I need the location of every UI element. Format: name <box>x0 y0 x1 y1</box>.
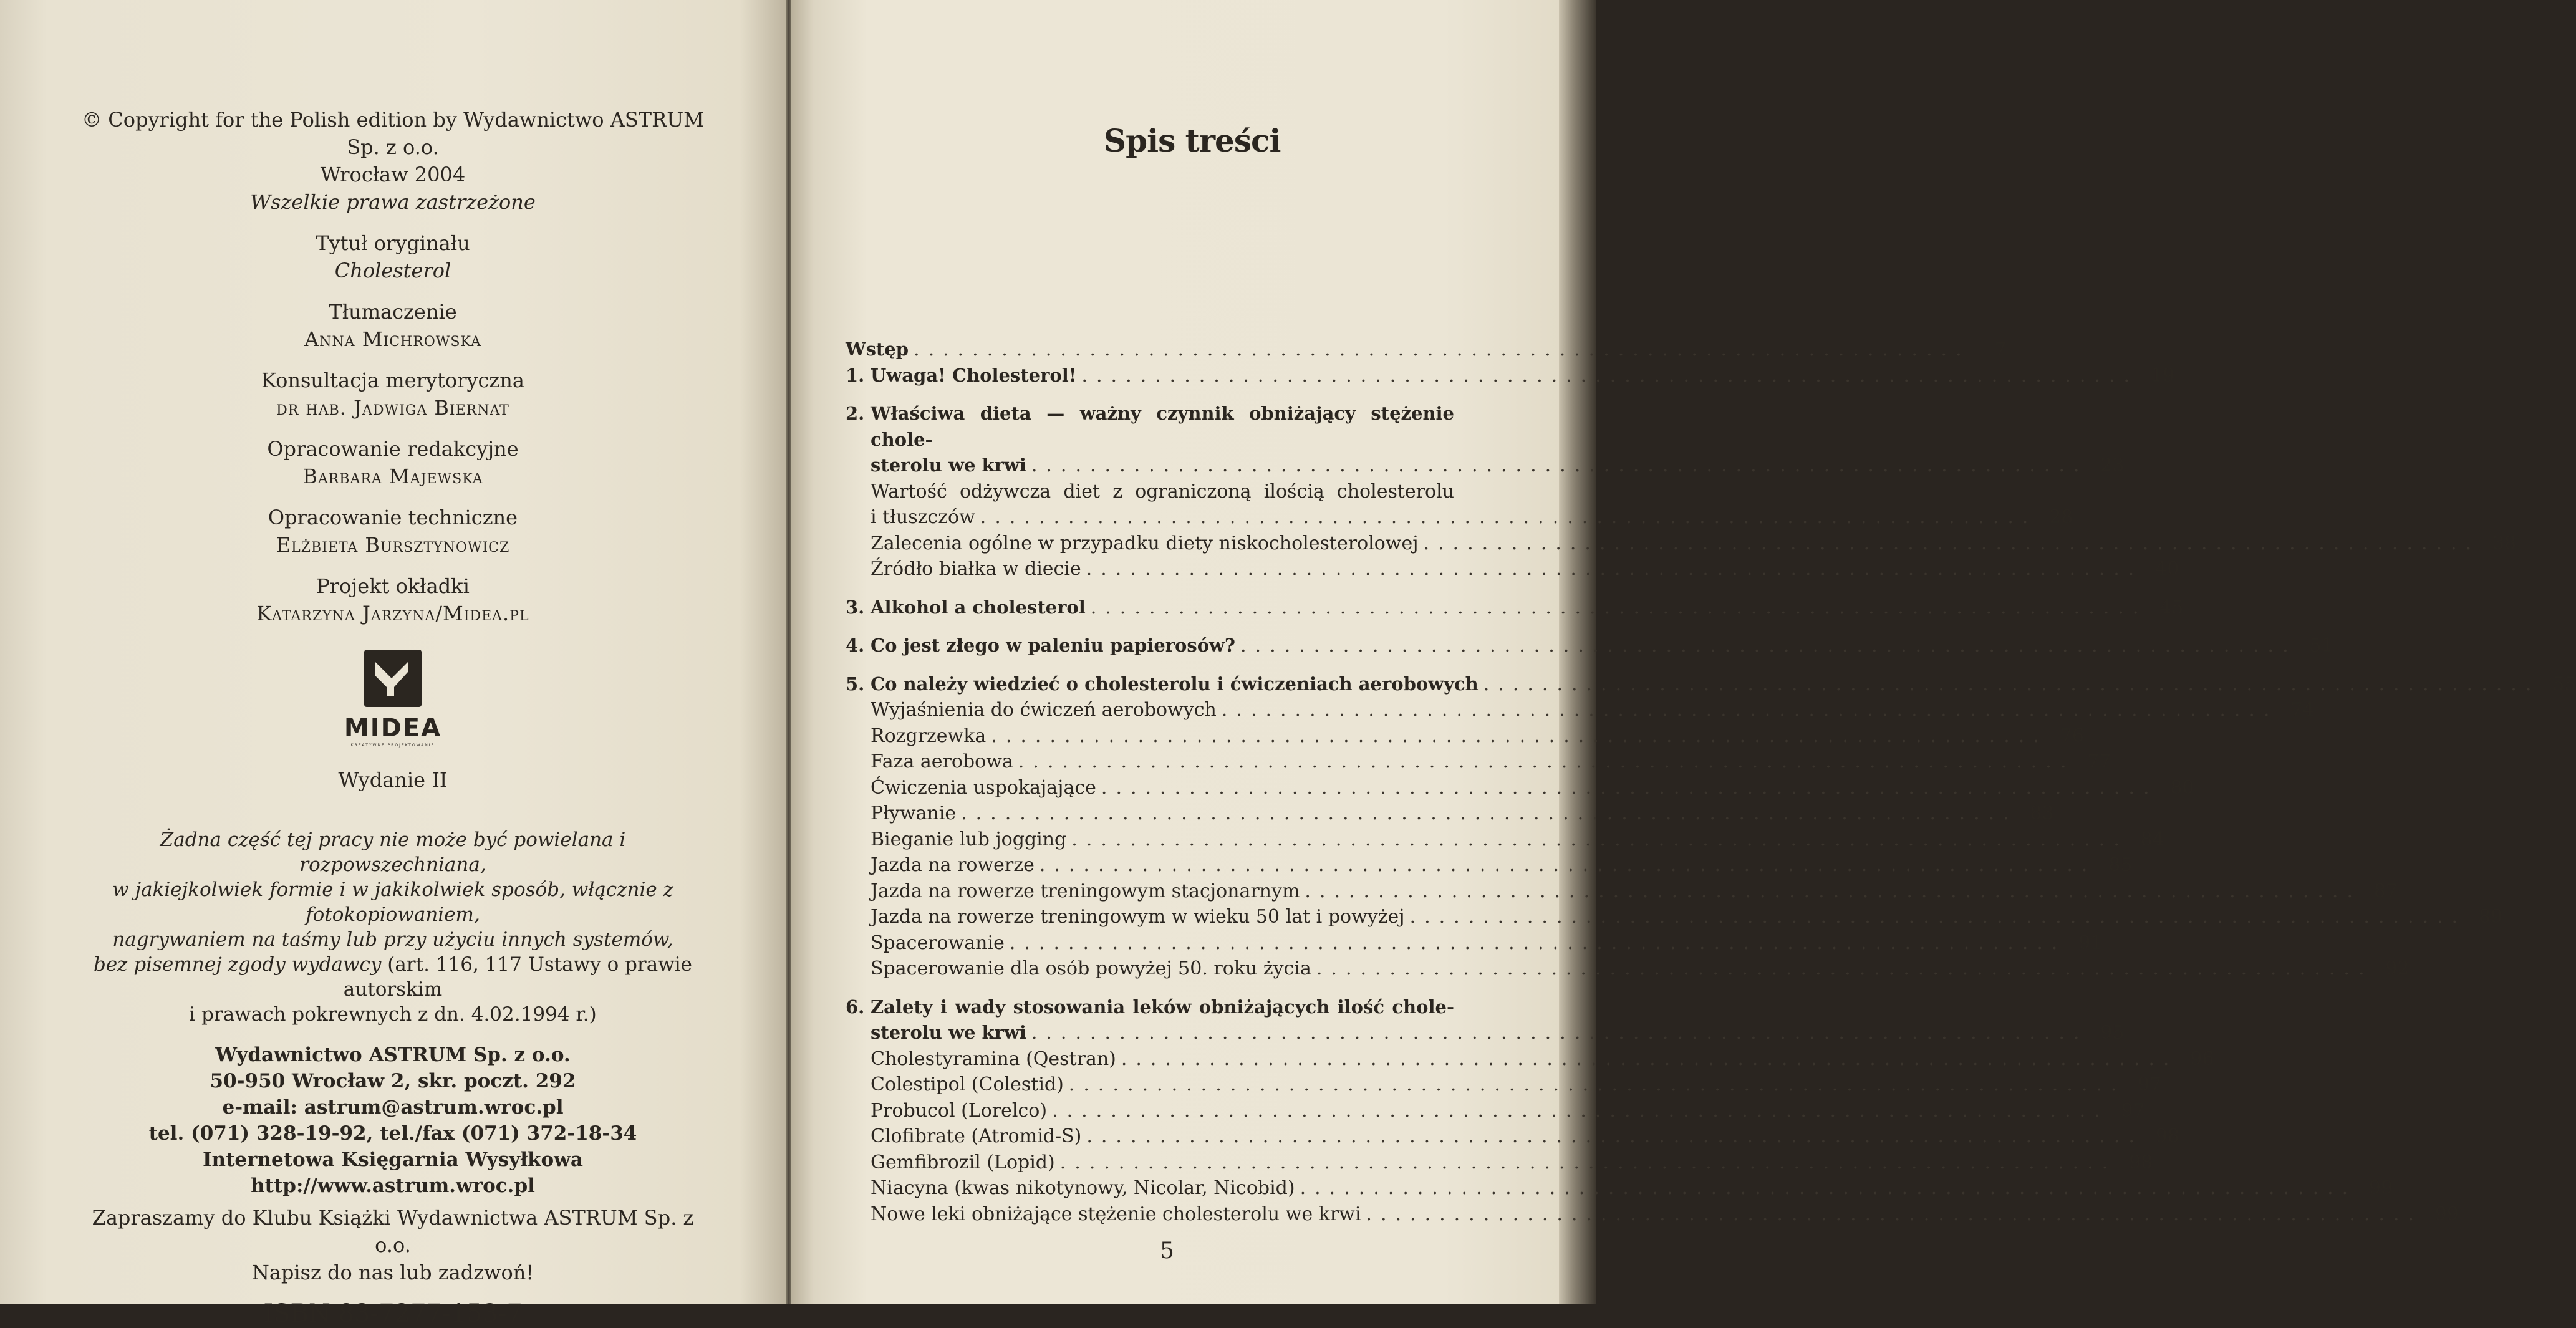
toc-entry-title: Gemfibrozil (Lopid) <box>871 1151 1055 1173</box>
toc-entry <box>846 633 2333 659</box>
leader-dots: ........................................................................ <box>961 802 2018 824</box>
invite-line: Zapraszamy do Klubu Książki Wydawnictwa ASTRUM Sp. z o.o. <box>92 1206 694 1257</box>
toc-entry-title: Cholestyramina (Qestran) <box>871 1047 1116 1070</box>
toc-page-number: 89 <box>2479 906 2503 928</box>
toc-page-number: 38 <box>2492 532 2517 554</box>
original-title: Cholesterol <box>334 259 451 282</box>
copyright-line: © Copyright for the Polish edition by Wydawnictwo ASTRUM Sp. z o.o. <box>82 108 704 159</box>
cover-designer-name: Katarzyna Jarzyna/Midea.pl <box>256 602 529 625</box>
toc-entry-continued <box>846 453 2125 479</box>
chapter-number: 3. <box>846 596 865 618</box>
isbn: ISBN 83-7277-153-7 <box>263 1299 523 1328</box>
page-title: Spis treści <box>1104 122 1281 159</box>
notice-line: w jakiejkolwiek formie i w jakikolwiek sposób, włącznie z fotokopiowaniem, <box>112 878 673 926</box>
toc-subentry <box>846 827 2164 853</box>
publisher-line: 50-950 Wrocław 2, skr. poczt. 292 <box>210 1070 576 1092</box>
toc-page-number: 80 <box>2170 776 2194 799</box>
toc-page-number: 92 <box>2385 958 2410 979</box>
leader-dots: ........................................................................ <box>1483 673 2540 695</box>
toc-page-number: 99 <box>2434 1203 2459 1225</box>
translator-name: Anna Michrowska <box>304 327 481 351</box>
toc-page-number: 23 <box>2100 455 2125 476</box>
toc-subentry <box>846 904 2503 930</box>
publisher-line: Wydawnictwo ASTRUM Sp. z o.o. <box>215 1044 571 1066</box>
toc-entry <box>846 401 1485 453</box>
imprint-block <box>81 106 705 1327</box>
toc-subentry <box>846 1098 2145 1124</box>
toc-page-number: 97 <box>2138 1074 2162 1095</box>
credit-role: Konsultacja merytoryczna <box>261 368 524 392</box>
leader-dots: ........................................................................ <box>1031 1022 2088 1044</box>
toc-entry-title: Bieganie lub jogging <box>871 828 1067 850</box>
toc-page-number: 97 <box>2121 1099 2145 1122</box>
credit-role: Opracowanie redakcyjne <box>267 437 519 461</box>
toc-entry-title: Ćwiczenia uspokajające <box>871 776 1096 799</box>
toc-subentry <box>846 723 2084 749</box>
toc-entry <box>846 595 2184 621</box>
toc-page-number: 96 <box>2190 1047 2214 1070</box>
toc-subentry <box>846 878 2398 905</box>
leader-dots: ........................................................................ <box>1121 1047 2178 1070</box>
toc-entry <box>846 337 2007 363</box>
leader-dots: ........................................................................ <box>1300 1177 2357 1199</box>
chapter-number: 2. <box>846 403 865 424</box>
toc-page-number: 76 <box>2060 724 2084 747</box>
toc-subentry <box>846 1150 2153 1176</box>
toc-subentry <box>846 1072 2162 1098</box>
toc-entry-title: Spacerowanie dla osób powyżej 50. roku życia <box>871 958 1311 979</box>
edition: Wydanie II <box>338 768 448 792</box>
toc-entry-title: Colestipol (Colestid) <box>871 1074 1064 1095</box>
notice-line: Żadna część tej pracy nie może być powielana i rozpowszechniana, <box>160 829 626 876</box>
leader-dots: ........................................................................ <box>1018 751 2075 772</box>
toc-entry <box>846 994 1485 1021</box>
chapter-number: 5. <box>846 673 865 695</box>
publisher-line: tel. (071) 328-19-92, tel./fax (071) 372-18-34 <box>148 1122 637 1145</box>
notice-line: i prawach pokrewnych z dn. 4.02.1994 r.) <box>189 1003 597 1026</box>
toc-page-number: 98 <box>2155 1125 2179 1147</box>
leader-dots: ........................................................................ <box>1039 854 2096 876</box>
leader-dots: ........................................................................ <box>1086 558 2143 580</box>
editor-name: Barbara Majewska <box>302 464 483 488</box>
leader-dots: ........................................................................ <box>1031 455 2088 476</box>
leader-dots: ........................................................................ <box>1409 906 2467 928</box>
credit-role: Opracowanie techniczne <box>268 506 518 529</box>
toc-subentry <box>846 1046 2214 1072</box>
toc-subentry <box>846 479 1485 505</box>
toc-subentry <box>846 852 2133 878</box>
notice-line-rest: (art. 116, 117 Ustawy o prawie autorskim <box>343 953 693 1001</box>
toc-entry <box>846 363 2175 389</box>
toc-entry-title: Co jest złego w paleniu papierosów? <box>871 635 1236 656</box>
toc-page-number: 99 <box>2369 1177 2393 1199</box>
leader-dots: ........................................................................ <box>1305 880 2361 902</box>
technical-editor-name: Elżbieta Bursztynowicz <box>276 533 510 557</box>
toc-subentry <box>846 1124 2179 1150</box>
leader-dots: ........................................................................ <box>1009 931 2067 954</box>
toc-entry-title: Źródło białka w diecie <box>871 558 1081 580</box>
city-year: Wrocław 2004 <box>320 163 466 186</box>
toc-entry-title: Wartość odżywcza diet z ograniczoną ilością cholesterolu <box>871 480 1454 503</box>
toc-entry-title: Co należy wiedzieć o cholesterolu i ćwiczeniach aerobowych <box>871 673 1479 695</box>
chapter-number: 4. <box>846 635 865 656</box>
toc-page-number: 84 <box>2140 828 2164 850</box>
rights-reserved: Wszelkie prawa zastrzeżone <box>250 190 536 214</box>
toc-page-number: 40 <box>2155 558 2179 580</box>
leader-dots: ........................................................................ <box>1059 1151 2117 1173</box>
leader-dots: ........................................................................ <box>1366 1203 2423 1225</box>
toc-entry-title: Nowe leki obniżające stężenie cholesterolu we krwi <box>871 1203 1361 1225</box>
publisher-info <box>81 1042 705 1199</box>
toc-page-number: 98 <box>2129 1151 2153 1173</box>
midea-logo-icon <box>364 650 422 707</box>
publisher-line: Internetowa Księgarnia Wysyłkowa http://www.astrum.wroc.pl <box>203 1148 583 1197</box>
logo-name: MIDEA <box>344 714 442 743</box>
leader-dots: ........................................................................ <box>1090 596 2148 618</box>
toc-entry-title: i tłuszczów <box>871 506 975 528</box>
toc-subentry <box>846 1175 2393 1201</box>
toc-entry-title: Pływanie <box>871 802 957 824</box>
notice-line <box>81 952 705 1002</box>
leader-dots: ........................................................................ <box>1221 699 2279 721</box>
toc-entry-title: sterolu we krwi <box>871 455 1026 476</box>
toc-page-number: 28 <box>2049 506 2073 528</box>
toc-page-number: 91 <box>2078 931 2103 954</box>
toc-subentry <box>846 531 2517 557</box>
toc-entry-title: Zalecenia ogólne w przypadku diety niskocholesterolowej <box>871 532 1419 554</box>
toc-page-number: 74 <box>2290 699 2315 721</box>
logo-tagline: KREATYWNE PROJEKTOWANIE <box>350 743 435 748</box>
toc-page-number: 51 <box>2309 635 2333 657</box>
toc-subentry-continued <box>846 504 2073 531</box>
toc-entry-title: Jazda na rowerze treningowym w wieku 50 lat i powyżej <box>871 906 1405 928</box>
toc-page-number: 95 <box>2100 1022 2125 1044</box>
toc-entry-continued <box>846 1020 2125 1046</box>
copyright-notice <box>81 827 705 1027</box>
toc-entry-title: Spacerowanie <box>871 931 1005 954</box>
leader-dots: ........................................................................ <box>1316 958 2373 979</box>
toc-entry-title: Rozgrzewka <box>871 724 987 747</box>
toc-subentry <box>846 801 2054 827</box>
toc-page-number: 83 <box>2030 802 2054 824</box>
leader-dots: ........................................................................ <box>1423 532 2481 554</box>
notice-line-italic: bez pisemnej zgody wydawcy <box>93 953 382 976</box>
toc-entry-title: Faza aerobowa <box>871 751 1013 772</box>
toc-entry-title: sterolu we krwi <box>871 1022 1026 1043</box>
leader-dots: ........................................................................ <box>1071 828 2128 850</box>
toc-page-number: 77 <box>2087 751 2111 772</box>
toc-entry-title: Probucol (Lorelco) <box>871 1099 1048 1122</box>
leader-dots: ........................................................................ <box>914 339 1971 360</box>
notice-line: nagrywaniem na taśmy lub przy użyciu innych systemów, <box>112 928 673 951</box>
toc-page-number: 19 <box>2150 364 2175 387</box>
leader-dots: ........................................................................ <box>991 724 2048 747</box>
page-number: 5 <box>1160 1238 1174 1264</box>
publisher-line: e-mail: astrum@astrum.wroc.pl <box>222 1096 564 1119</box>
toc-entry-title: Wstęp <box>846 339 909 360</box>
consultant-name: dr hab. Jadwiga Biernat <box>276 396 509 420</box>
toc-entry-title: Niacyna (kwas nikotynowy, Nicolar, Nicobid) <box>871 1177 1295 1199</box>
toc-entry-title: Zalety i wady stosowania leków obniżających ilość chole- <box>871 996 1454 1018</box>
toc-subentry <box>846 930 2103 956</box>
chapter-number: 6. <box>846 996 865 1018</box>
toc-subentry <box>846 556 2179 582</box>
credit-role: Projekt okładki <box>316 574 470 598</box>
toc-page-number: 85 <box>2108 854 2133 876</box>
toc-entry <box>846 671 2576 698</box>
toc-page-number: 87 <box>2373 880 2398 902</box>
toc-subentry <box>846 956 2410 982</box>
credit-role: Tłumaczenie <box>329 300 457 324</box>
toc-subentry <box>846 775 2194 801</box>
leader-dots: ........................................................................ <box>1052 1099 2109 1122</box>
toc-subentry <box>846 749 2111 775</box>
toc-entry-title: Uwaga! Cholesterol! <box>871 364 1077 386</box>
publisher-logo <box>330 650 455 748</box>
leader-dots: ........................................................................ <box>1068 1074 2126 1095</box>
leader-dots: ........................................................................ <box>980 506 2037 528</box>
toc-page-number: 55 <box>2552 673 2576 695</box>
toc-entry-title: Clofibrate (Atromid-S) <box>871 1125 1082 1147</box>
credit-role: Tytuł oryginału <box>316 231 470 255</box>
toc-entry-title: Alkohol a cholesterol <box>871 596 1086 618</box>
leader-dots: ........................................................................ <box>1101 776 2158 799</box>
toc-page-number: 45 <box>2159 596 2184 618</box>
table-of-contents <box>846 337 2576 1227</box>
toc-entry-title: Właściwa dieta — ważny czynnik obniżający stężenie chole- <box>871 403 1454 450</box>
leader-dots: ........................................................................ <box>1240 635 2297 657</box>
toc-subentry <box>846 1201 2459 1228</box>
toc-entry-title: Jazda na rowerze <box>871 854 1035 876</box>
chapter-number: 1. <box>846 364 865 386</box>
toc-entry-title: Jazda na rowerze treningowym stacjonarnym <box>871 880 1300 902</box>
leader-dots: ........................................................................ <box>1086 1125 2143 1147</box>
toc-entry-title: Wyjaśnienia do ćwiczeń aerobowych <box>871 699 1217 721</box>
invite-line: Napisz do nas lub zadzwoń! <box>251 1261 534 1284</box>
toc-subentry <box>846 697 2315 723</box>
toc-page-number: 7 <box>1994 339 2007 360</box>
leader-dots: ........................................................................ <box>1081 364 2139 387</box>
